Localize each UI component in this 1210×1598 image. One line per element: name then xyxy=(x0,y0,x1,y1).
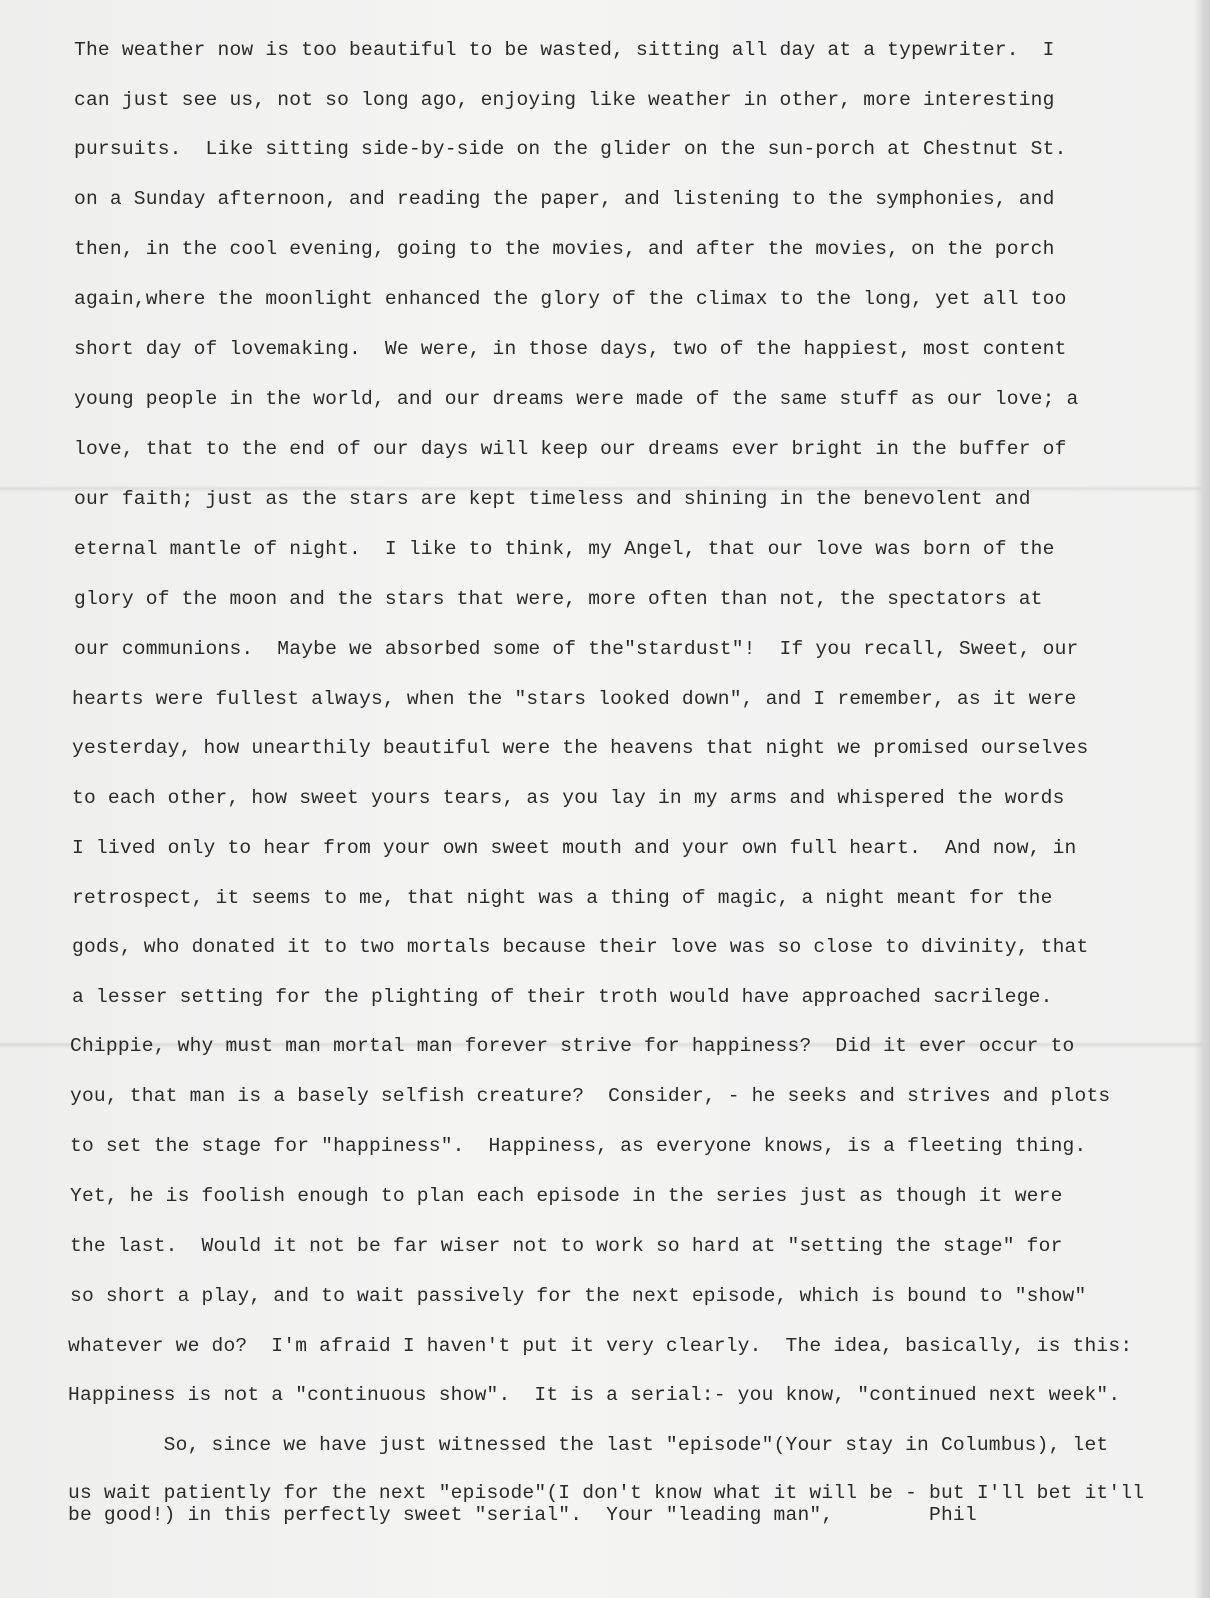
letter-line: glory of the moon and the stars that were, more often than not, the spectators at xyxy=(74,588,1043,610)
letter-line: to set the stage for "happiness". Happiness, as everyone knows, is a fleeting thing. xyxy=(70,1135,1087,1157)
letter-line: the last. Would it not be far wiser not to work so hard at "setting the stage" for xyxy=(70,1235,1063,1257)
letter-line: you, that man is a basely selfish creature? Consider, - he seeks and strives and plots xyxy=(70,1085,1111,1107)
letter-line: yesterday, how unearthily beautiful were the heavens that night we promised ourselves xyxy=(72,737,1089,759)
closing-signature-line: be good!) in this perfectly sweet "serial". Your "leading man", Phil xyxy=(68,1504,977,1526)
letter-line: can just see us, not so long ago, enjoying like weather in other, more interesting xyxy=(74,89,1055,111)
letter-line: gods, who donated it to two mortals because their love was so close to divinity, that xyxy=(72,936,1089,958)
letter-line: a lesser setting for the plighting of their troth would have approached sacrilege. xyxy=(72,986,1053,1008)
letter-line: The weather now is too beautiful to be wasted, sitting all day at a typewriter. I xyxy=(74,39,1055,61)
letter-line: eternal mantle of night. I like to think, my Angel, that our love was born of the xyxy=(74,538,1055,560)
letter-line: love, that to the end of our days will keep our dreams ever bright in the buffer of xyxy=(74,438,1067,460)
letter-line: so short a play, and to wait passively for the next episode, which is bound to "show" xyxy=(70,1285,1087,1307)
letter-line: our faith; just as the stars are kept timeless and shining in the benevolent and xyxy=(74,488,1031,510)
letter-line: Chippie, why must man mortal man forever strive for happiness? Did it ever occur to xyxy=(70,1035,1075,1057)
letter-line: retrospect, it seems to me, that night was a thing of magic, a night meant for the xyxy=(72,887,1053,909)
letter-line: pursuits. Like sitting side-by-side on the glider on the sun-porch at Chestnut St. xyxy=(74,138,1067,160)
letter-line: on a Sunday afternoon, and reading the paper, and listening to the symphonies, and xyxy=(74,188,1055,210)
letter-line: I lived only to hear from your own sweet mouth and your own full heart. And now, in xyxy=(72,837,1077,859)
letter-line: Yet, he is foolish enough to plan each episode in the series just as though it were xyxy=(70,1185,1063,1207)
letter-line: Happiness is not a "continuous show". It is a serial:- you know, "continued next week". xyxy=(68,1384,1121,1406)
letter-line: then, in the cool evening, going to the movies, and after the movies, on the porch xyxy=(74,238,1055,260)
letter-line: hearts were fullest always, when the "stars looked down", and I remember, as it were xyxy=(72,688,1077,710)
letter-line: short day of lovemaking. We were, in those days, two of the happiest, most content xyxy=(74,338,1067,360)
letter-line: whatever we do? I'm afraid I haven't put it very clearly. The idea, basically, is this: xyxy=(68,1335,1133,1357)
letter-line: our communions. Maybe we absorbed some of the"stardust"! If you recall, Sweet, our xyxy=(74,638,1079,660)
letter-line: again,where the moonlight enhanced the glory of the climax to the long, yet all too xyxy=(74,288,1067,310)
letter-line: us wait patiently for the next "episode"(I don't know what it will be - but I'll bet it'll xyxy=(68,1482,1145,1504)
letter-line: young people in the world, and our dreams were made of the same stuff as our love; a xyxy=(74,388,1079,410)
letter-line: So, since we have just witnessed the last "episode"(Your stay in Columbus), let xyxy=(68,1434,1109,1456)
letter-line: to each other, how sweet yours tears, as you lay in my arms and whispered the words xyxy=(72,787,1065,809)
